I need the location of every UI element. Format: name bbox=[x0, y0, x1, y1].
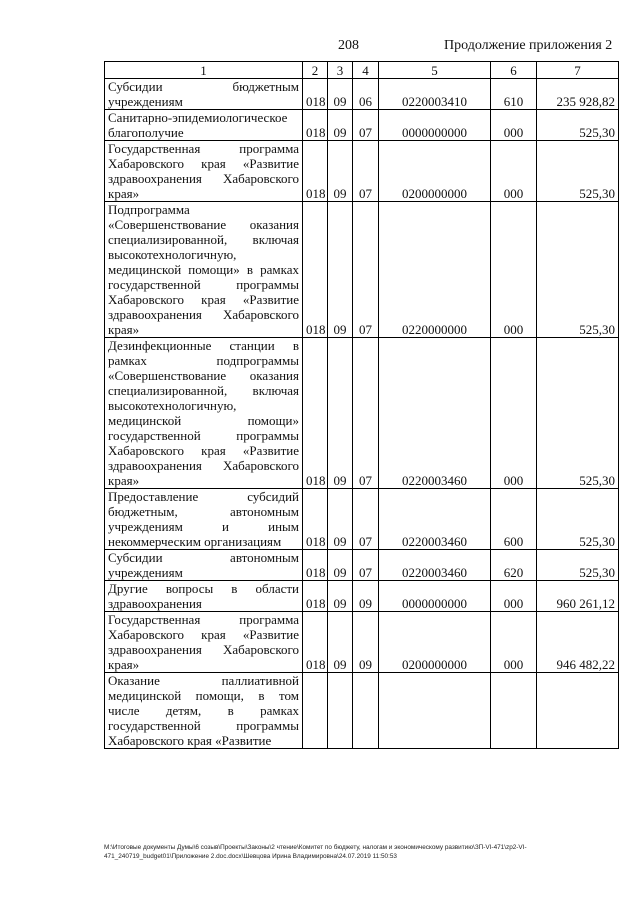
target-article-code: 0220003460 bbox=[379, 550, 491, 581]
table-row bbox=[105, 581, 619, 612]
amount bbox=[537, 673, 619, 749]
table-row bbox=[105, 110, 619, 141]
target-article-code: 0220003460 bbox=[379, 489, 491, 550]
amount: 235 928,82 bbox=[537, 79, 619, 110]
item-name: Оказание паллиативной медицинской помощи, в том числе детям, в рамках государственной программы Хабаровского края «Развитие bbox=[105, 673, 303, 749]
ministry-code: 018 bbox=[303, 550, 328, 581]
item-name: Государственная программа Хабаровского края «Развитие здравоохранения Хабаровского края» bbox=[105, 141, 303, 202]
expense-type-code: 000 bbox=[491, 581, 537, 612]
subsection-code: 07 bbox=[353, 202, 379, 338]
item-name: Другие вопросы в области здравоохранения bbox=[105, 581, 303, 612]
expense-type-code: 600 bbox=[491, 489, 537, 550]
expense-type-code: 000 bbox=[491, 202, 537, 338]
subsection-code: 09 bbox=[353, 581, 379, 612]
expense-type-code: 000 bbox=[491, 110, 537, 141]
amount: 525,30 bbox=[537, 202, 619, 338]
amount: 525,30 bbox=[537, 489, 619, 550]
amount: 525,30 bbox=[537, 110, 619, 141]
target-article-code: 0220003460 bbox=[379, 338, 491, 489]
section-code: 09 bbox=[328, 79, 353, 110]
target-article-code: 0000000000 bbox=[379, 581, 491, 612]
item-name: Государственная программа Хабаровского края «Развитие здравоохранения Хабаровского края» bbox=[105, 612, 303, 673]
table-row bbox=[105, 202, 619, 338]
table-row bbox=[105, 673, 619, 749]
target-article-code: 0200000000 bbox=[379, 612, 491, 673]
column-header: 3 bbox=[328, 62, 353, 79]
ministry-code bbox=[303, 673, 328, 749]
document-path-footer: M:\Итоговые документы Думы\6 созыв\Проекты\Законы\2 чтение\Комитет по бюджету, налогам и экономическому развитию\ЗП-VI-471\zp2-VI-471_240719_budget01\Приложение 2.doc.docx\Шевцова Ирина Владимировна\24.07.2019 11:50:53 bbox=[104, 844, 527, 860]
ministry-code: 018 bbox=[303, 79, 328, 110]
section-code: 09 bbox=[328, 612, 353, 673]
subsection-code: 07 bbox=[353, 489, 379, 550]
amount: 960 261,12 bbox=[537, 581, 619, 612]
amount: 525,30 bbox=[537, 550, 619, 581]
column-header: 2 bbox=[303, 62, 328, 79]
appendix-continuation: Продолжение приложения 2 bbox=[444, 38, 613, 53]
ministry-code: 018 bbox=[303, 141, 328, 202]
subsection-code: 07 bbox=[353, 141, 379, 202]
target-article-code: 0220003410 bbox=[379, 79, 491, 110]
column-header: 1 bbox=[105, 62, 303, 79]
subsection-code bbox=[353, 673, 379, 749]
item-name: Субсидии бюджетным учреждениям bbox=[105, 79, 303, 110]
ministry-code: 018 bbox=[303, 581, 328, 612]
ministry-code: 018 bbox=[303, 612, 328, 673]
budget-table bbox=[104, 61, 619, 749]
expense-type-code bbox=[491, 673, 537, 749]
amount: 946 482,22 bbox=[537, 612, 619, 673]
target-article-code: 0200000000 bbox=[379, 141, 491, 202]
amount: 525,30 bbox=[537, 141, 619, 202]
page-number: 208 bbox=[338, 38, 359, 53]
subsection-code: 09 bbox=[353, 612, 379, 673]
target-article-code: 0220000000 bbox=[379, 202, 491, 338]
expense-type-code: 000 bbox=[491, 338, 537, 489]
section-code: 09 bbox=[328, 489, 353, 550]
item-name: Предоставление субсидий бюджетным, автономным учреждениям и иным некоммерческим организациям bbox=[105, 489, 303, 550]
amount: 525,30 bbox=[537, 338, 619, 489]
item-name: Подпрограмма «Совершенствование оказания специализированной, включая высокотехнологичную, медицинской помощи» в рамках государственной программы Хабаровского края «Развитие здравоохранения Хабаровского края» bbox=[105, 202, 303, 338]
section-code: 09 bbox=[328, 581, 353, 612]
table-row bbox=[105, 79, 619, 110]
section-code: 09 bbox=[328, 338, 353, 489]
expense-type-code: 610 bbox=[491, 79, 537, 110]
item-name: Санитарно-эпидемиологическое благополучие bbox=[105, 110, 303, 141]
ministry-code: 018 bbox=[303, 202, 328, 338]
ministry-code: 018 bbox=[303, 110, 328, 141]
item-name: Субсидии автономным учреждениям bbox=[105, 550, 303, 581]
table-row bbox=[105, 338, 619, 489]
subsection-code: 07 bbox=[353, 338, 379, 489]
expense-type-code: 000 bbox=[491, 141, 537, 202]
section-code bbox=[328, 673, 353, 749]
table-row bbox=[105, 550, 619, 581]
section-code: 09 bbox=[328, 141, 353, 202]
ministry-code: 018 bbox=[303, 338, 328, 489]
table-row bbox=[105, 612, 619, 673]
expense-type-code: 620 bbox=[491, 550, 537, 581]
section-code: 09 bbox=[328, 202, 353, 338]
ministry-code: 018 bbox=[303, 489, 328, 550]
section-code: 09 bbox=[328, 110, 353, 141]
column-header: 5 bbox=[379, 62, 491, 79]
subsection-code: 06 bbox=[353, 79, 379, 110]
item-name: Дезинфекционные станции в рамках подпрограммы «Совершенствование оказания специализированной, включая высокотехнологичную, медицинской помощи» государственной программы Хабаровского края «Развитие здравоохранения Хабаровского края» bbox=[105, 338, 303, 489]
section-code: 09 bbox=[328, 550, 353, 581]
subsection-code: 07 bbox=[353, 110, 379, 141]
table-row bbox=[105, 489, 619, 550]
column-header: 6 bbox=[491, 62, 537, 79]
column-header: 4 bbox=[353, 62, 379, 79]
table-row bbox=[105, 141, 619, 202]
column-header: 7 bbox=[537, 62, 619, 79]
subsection-code: 07 bbox=[353, 550, 379, 581]
expense-type-code: 000 bbox=[491, 612, 537, 673]
target-article-code: 0000000000 bbox=[379, 110, 491, 141]
target-article-code bbox=[379, 673, 491, 749]
table-header-row bbox=[105, 62, 619, 79]
